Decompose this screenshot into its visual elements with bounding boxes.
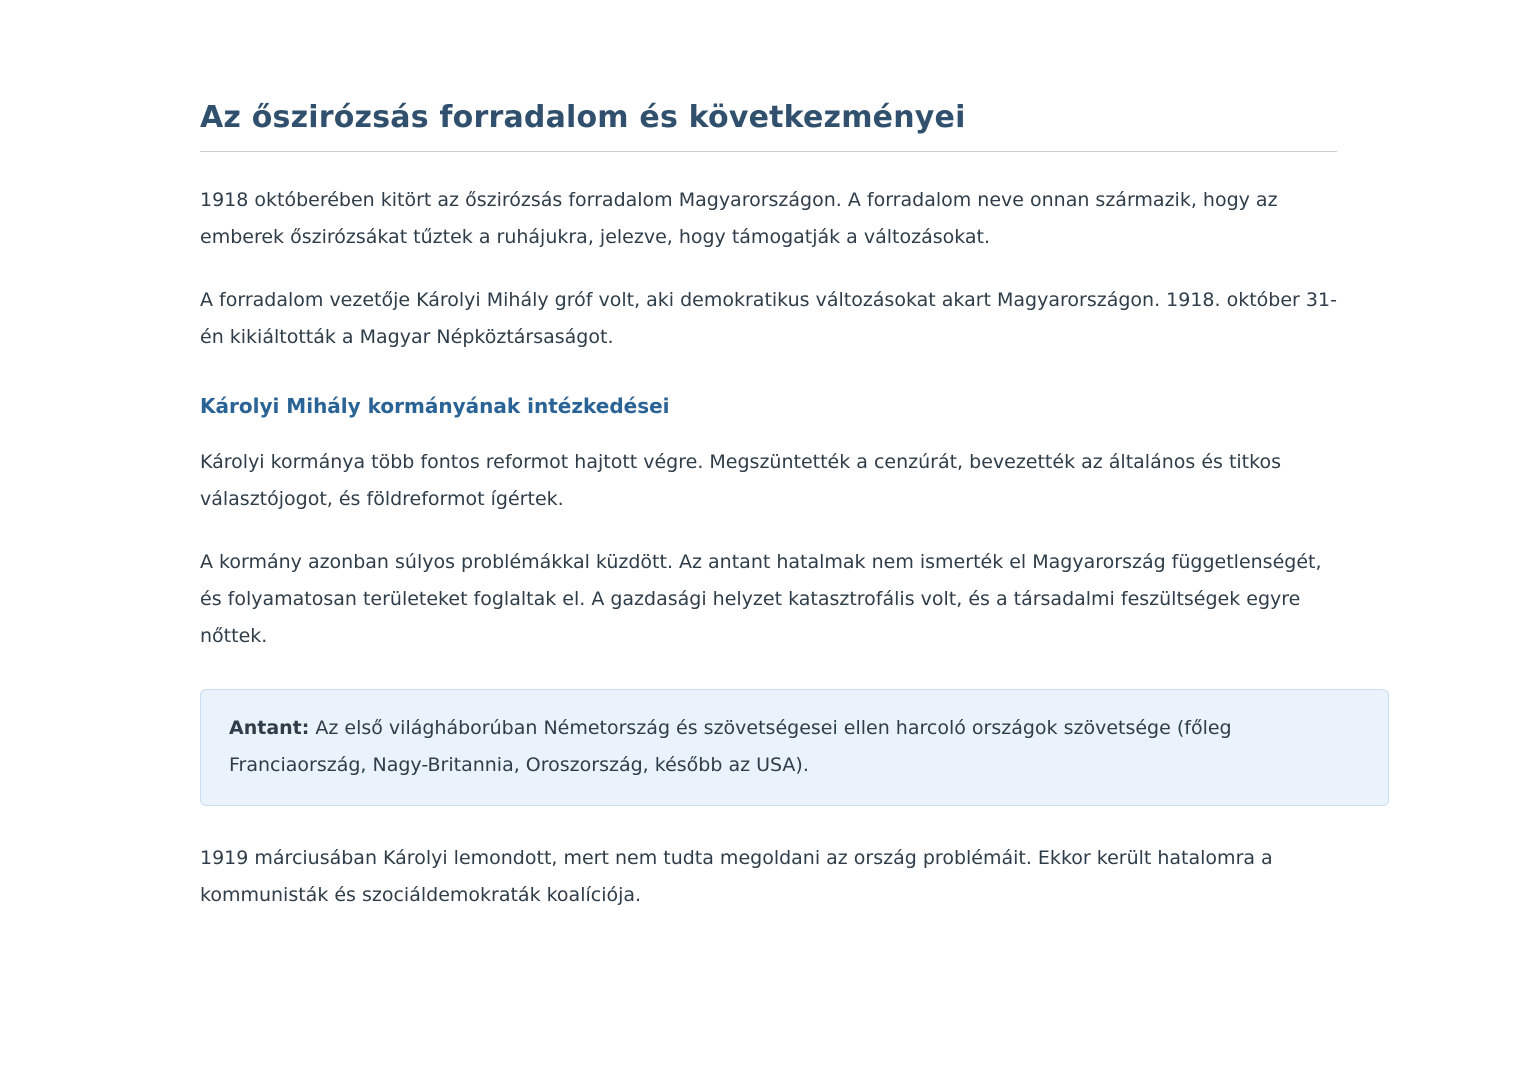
section-subheading: Károlyi Mihály kormányának intézkedései (200, 394, 670, 419)
closing-paragraph: 1919 márciusában Károlyi lemondott, mert nem tudta megoldani az ország problémáit. Ekkor került hatalomra a kommunisták és szociáldemokraták koalíciója. (200, 846, 1273, 906)
callout-box (200, 689, 1389, 805)
page-title: Az őszirózsás forradalom és következményei (200, 100, 1337, 152)
callout-definition: Az első világháborúban Németország és szövetségesei ellen harcoló országok szövetsége (főleg Franciaország, Nagy-Britannia, Oroszország, később az USA). (229, 717, 1232, 777)
intro-paragraph-1: 1918 októberében kitört az őszirózsás forradalom Magyarországon. A forradalom neve onnan származik, hogy az emberek őszirózsákat tűztek a ruhájukra, jelezve, hogy támogatják a változásokat. (200, 189, 1278, 249)
section-paragraph-2: A kormány azonban súlyos problémákkal küzdött. Az antant hatalmak nem ismerték el Magyarország függetlenségét, és folyamatosan területeket foglaltak el. A gazdasági helyzet katasztrofális volt, és a társadalmi feszültségek egyre nőttek. (200, 551, 1322, 648)
intro-paragraph-2: A forradalom vezetője Károlyi Mihály gróf volt, aki demokratikus változásokat akart Magyarországon. 1918. október 31-én kikiáltották a Magyar Népköztársaságot. (200, 289, 1337, 349)
callout-term: Antant: (229, 717, 310, 740)
section-paragraph-1: Károlyi kormánya több fontos reformot hajtott végre. Megszüntették a cenzúrát, bevezették az általános és titkos választójogot, és földreformot ígértek. (200, 451, 1281, 511)
